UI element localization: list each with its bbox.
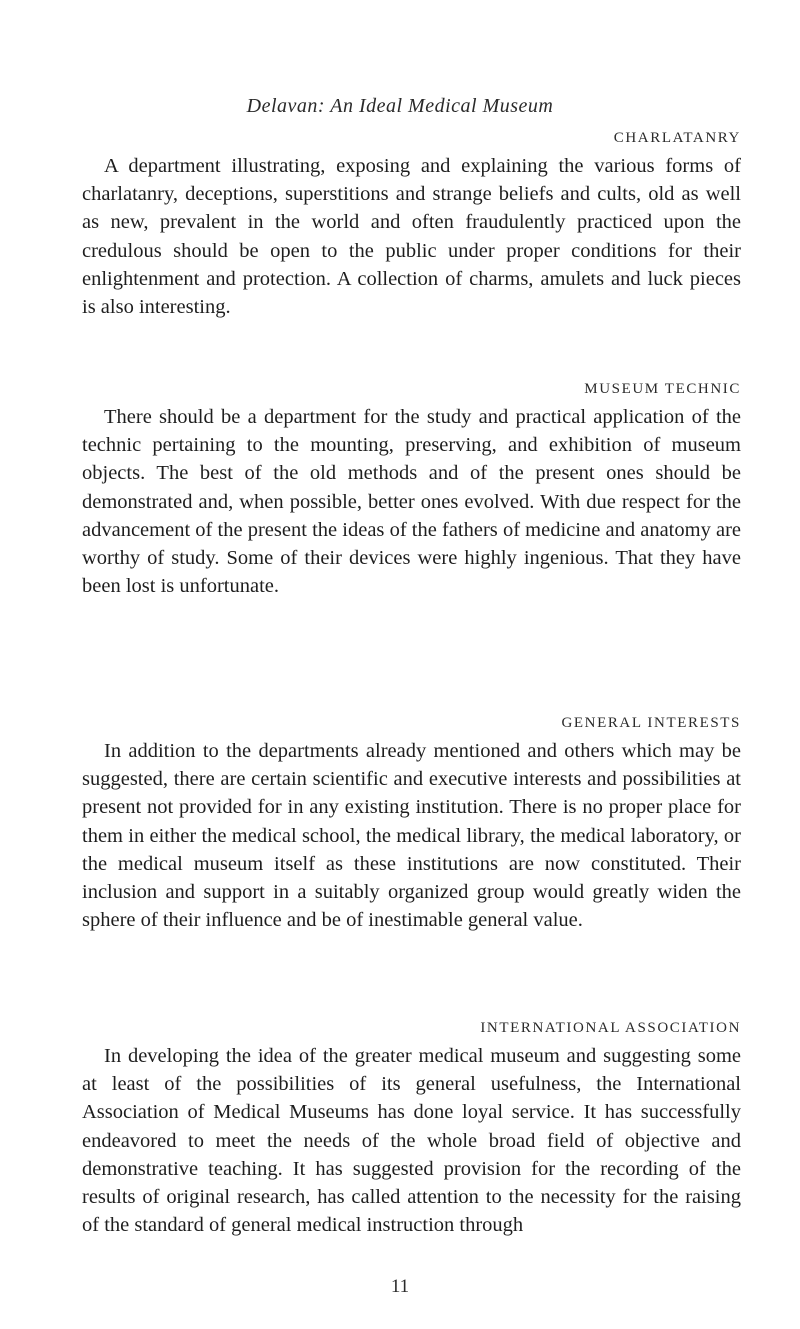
section-heading: MUSEUM TECHNIC — [584, 381, 741, 397]
section-museum-technic — [82, 379, 741, 600]
section-international-association — [82, 1018, 741, 1239]
section-charlatanry — [82, 128, 741, 321]
running-head: Delavan: An Ideal Medical Museum — [246, 95, 554, 117]
section-heading: INTERNATIONAL ASSOCIATION — [480, 1020, 741, 1036]
section-heading: GENERAL INTERESTS — [561, 715, 741, 731]
section-paragraph: In developing the idea of the greater medical museum and suggesting some at least of the possibilities of its general usefulness, the International Association of Medical Museums has done loyal service. It has successfully endeavored to meet the needs of the whole broad field of objective and demonstrative teaching. It has suggested provision for the recording of the results of original research, has called attention to the necessity for the raising of the standard of general medical instruction through — [82, 1045, 741, 1237]
section-general-interests — [82, 713, 741, 934]
section-paragraph: A department illustrating, exposing and explaining the various forms of charlatanry, deceptions, superstitions and strange beliefs and cults, old as well as new, prevalent in the world and often fraudulently practiced upon the credulous should be open to the public under proper conditions for their enlightenment and protection. A collection of charms, amulets and luck pieces is also interesting. — [82, 155, 741, 319]
section-paragraph: In addition to the departments already mentioned and others which may be suggested, there are certain scientific and executive interests and possibilities at present not provided for in any existing institution. There is no proper place for them in either the medical school, the medical library, the medical laboratory, or the medical museum itself as these institutions are now constituted. Their inclusion and support in a suitably organized group would greatly widen the sphere of their influence and be of inestimable general value. — [82, 740, 741, 932]
section-heading: CHARLATANRY — [613, 130, 741, 146]
page-number: 11 — [390, 1276, 410, 1297]
section-paragraph: There should be a department for the study and practical application of the technic pertaining to the mounting, preserving, and exhibition of museum objects. The best of the old methods and of the present ones should be demonstrated and, when possible, better ones evolved. With due respect for the advancement of the present the ideas of the fathers of medicine and anatomy are worthy of study. Some of their devices were highly ingenious. That they have been lost is unfortunate. — [82, 406, 741, 598]
